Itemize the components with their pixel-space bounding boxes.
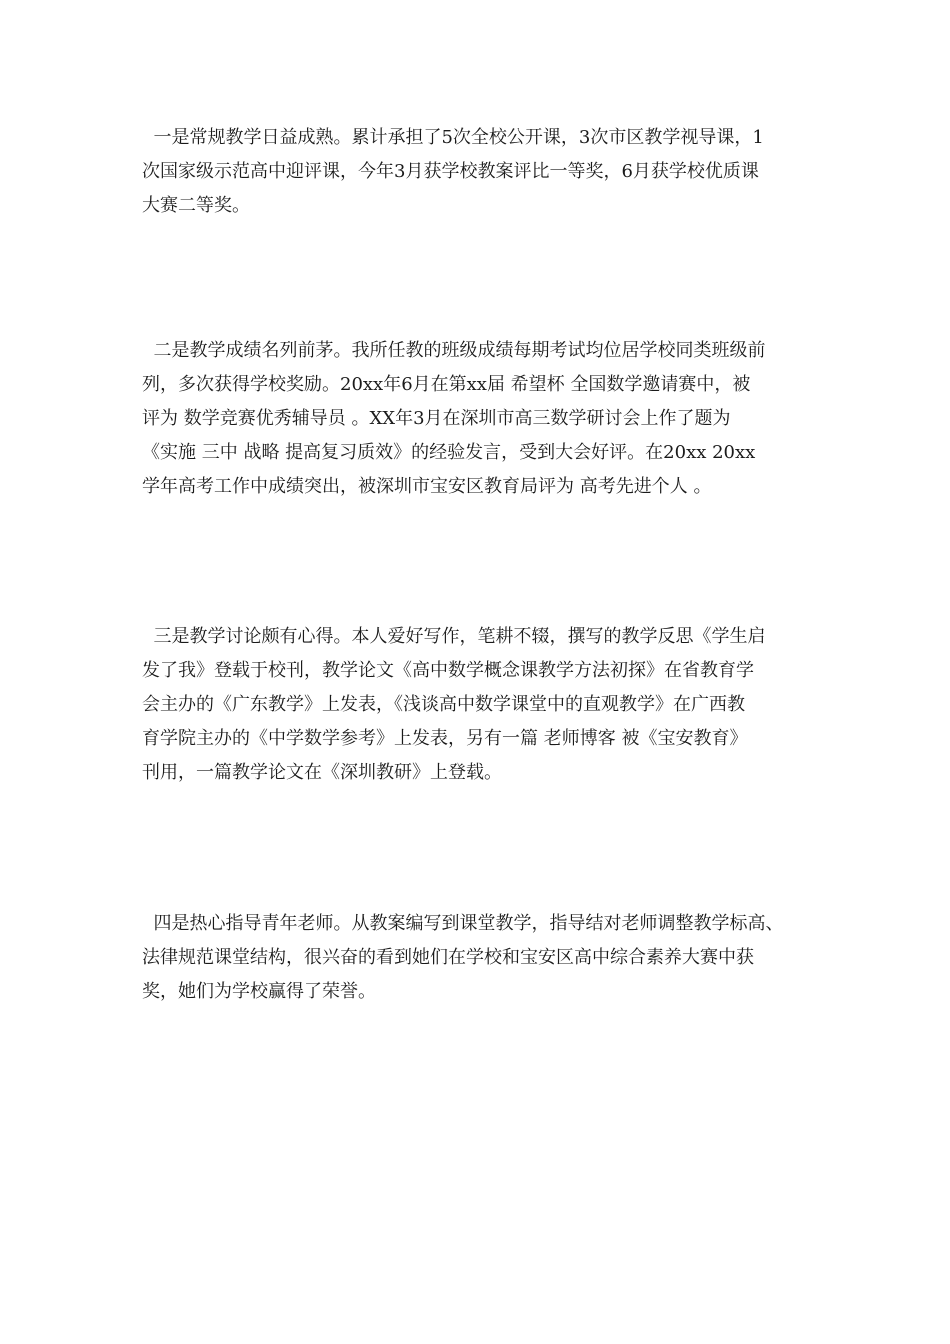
paragraph-mentoring-teachers [142,907,832,1009]
paragraph-line: 会主办的《广东教学》上发表，《浅谈高中数学课堂中的直观教学》在广西教 [142,694,745,715]
paragraph-line: 一是常规教学日益成熟。累计承担了5次全校公开课，3次市区教学视导课，1 [142,127,764,148]
paragraph-line: 四是热心指导青年老师。从教案编写到课堂教学，指导结对老师调整教学标高、 [142,913,784,934]
paragraph-line: 大赛二等奖。 [142,195,250,216]
paragraph-line: 列，多次获得学校奖励。20xx年6月在第xx届 希望杯 全国数学邀请赛中，被 [142,374,751,395]
paragraph-line: 评为 数学竞赛优秀辅导员 。XX年3月在深圳市高三数学研讨会上作了题为 [142,408,731,429]
paragraph-routine-teaching [142,121,832,223]
paragraph-line: 《实施 三中 战略 提高复习质效》的经验发言，受到大会好评。在20xx 20xx [142,442,756,463]
paragraph-line: 发了我》登载于校刊，教学论文《高中数学概念课教学方法初探》在省教育学 [142,660,754,681]
paragraph-line: 刊用，一篇教学论文在《深圳教研》上登载。 [142,762,502,783]
paragraph-teaching-results [142,334,832,504]
paragraph-line: 育学院主办的《中学数学参考》上发表，另有一篇 老师博客 被《宝安教育》 [142,728,748,749]
paragraph-line: 二是教学成绩名列前茅。我所任教的班级成绩每期考试均位居学校同类班级前 [142,340,766,361]
paragraph-line: 三是教学讨论颇有心得。本人爱好写作，笔耕不辍，撰写的教学反思《学生启 [142,626,766,647]
paragraph-line: 学年高考工作中成绩突出，被深圳市宝安区教育局评为 高考先进个人 。 [142,476,712,497]
paragraph-teaching-research [142,620,832,790]
paragraph-line: 次国家级示范高中迎评课，今年3月获学校教案评比一等奖，6月获学校优质课 [142,161,759,182]
paragraph-line: 法律规范课堂结构，很兴奋的看到她们在学校和宝安区高中综合素养大赛中获 [142,947,754,968]
paragraph-line: 奖，她们为学校赢得了荣誉。 [142,981,376,1002]
